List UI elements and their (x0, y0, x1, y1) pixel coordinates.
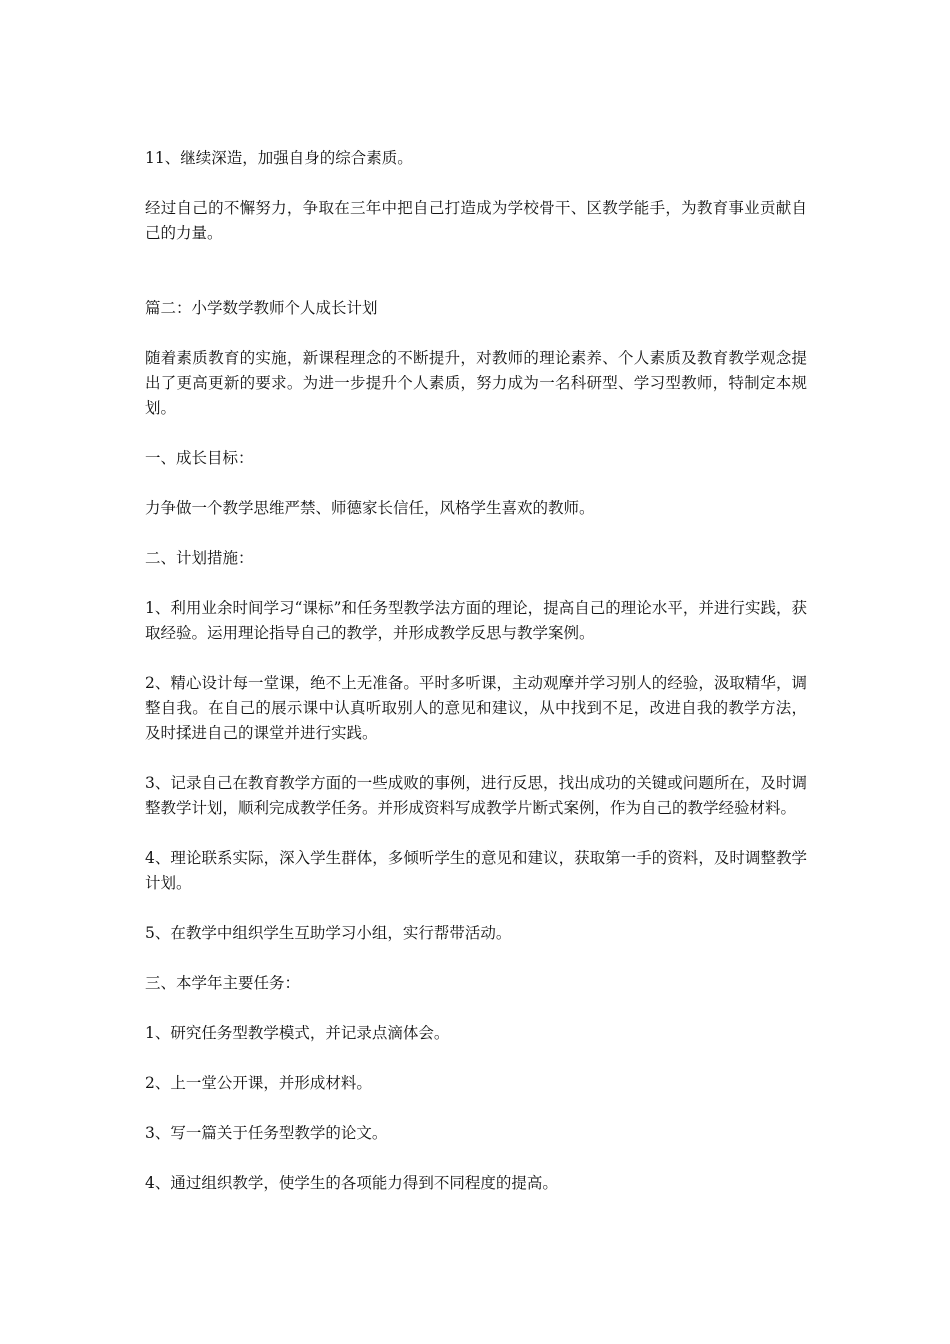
task-item-3: 3、写一篇关于任务型教学的论文。 (145, 1124, 388, 1142)
heading-main-tasks: 三、本学年主要任务： (145, 974, 301, 992)
measure-item-4: 4、理论联系实际，深入学生群体，多倾听学生的意见和建议，获取第一手的资料，及时调整教学计划。 (145, 849, 807, 892)
paragraph-goal: 力争做一个教学思维严禁、师德家长信任，风格学生喜欢的教师。 (145, 499, 595, 517)
section-heading-part-two: 篇二：小学数学教师个人成长计划 (145, 299, 378, 317)
heading-plan-measures: 二、计划措施： (145, 549, 254, 567)
paragraph-item-11: 11、继续深造，加强自身的综合素质。 (145, 149, 413, 167)
paragraph-conclusion: 经过自己的不懈努力，争取在三年中把自己打造成为学校骨干、区教学能手，为教育事业贡献自己的力量。 (145, 199, 807, 242)
paragraph-intro: 随着素质教育的实施，新课程理念的不断提升，对教师的理论素养、个人素质及教育教学观念提出了更高更新的要求。为进一步提升个人素质，努力成为一名科研型、学习型教师，特制定本规划。 (145, 349, 807, 417)
task-item-1: 1、研究任务型教学模式，并记录点滴体会。 (145, 1024, 450, 1042)
measure-item-2: 2、精心设计每一堂课，绝不上无准备。平时多听课，主动观摩并学习别人的经验，汲取精华，调整自我。在自己的展示课中认真听取别人的意见和建议，从中找到不足，改进自我的教学方法，及时揉进自己的课堂并进行实践。 (145, 674, 807, 742)
task-item-2: 2、上一堂公开课，并形成材料。 (145, 1074, 372, 1092)
task-item-4: 4、通过组织教学，使学生的各项能力得到不同程度的提高。 (145, 1174, 558, 1192)
measure-item-3: 3、记录自己在教育教学方面的一些成败的事例，进行反思，找出成功的关键或问题所在，及时调整教学计划，顺利完成教学任务。并形成资料写成教学片断式案例，作为自己的教学经验材料。 (145, 774, 807, 817)
document-body (145, 146, 807, 1196)
measure-item-5: 5、在教学中组织学生互助学习小组，实行帮带活动。 (145, 924, 512, 942)
measure-item-1: 1、利用业余时间学习“课标”和任务型教学法方面的理论，提高自己的理论水平，并进行实践，获取经验。运用理论指导自己的教学，并形成教学反思与教学案例。 (145, 599, 807, 642)
heading-growth-goal: 一、成长目标： (145, 449, 254, 467)
